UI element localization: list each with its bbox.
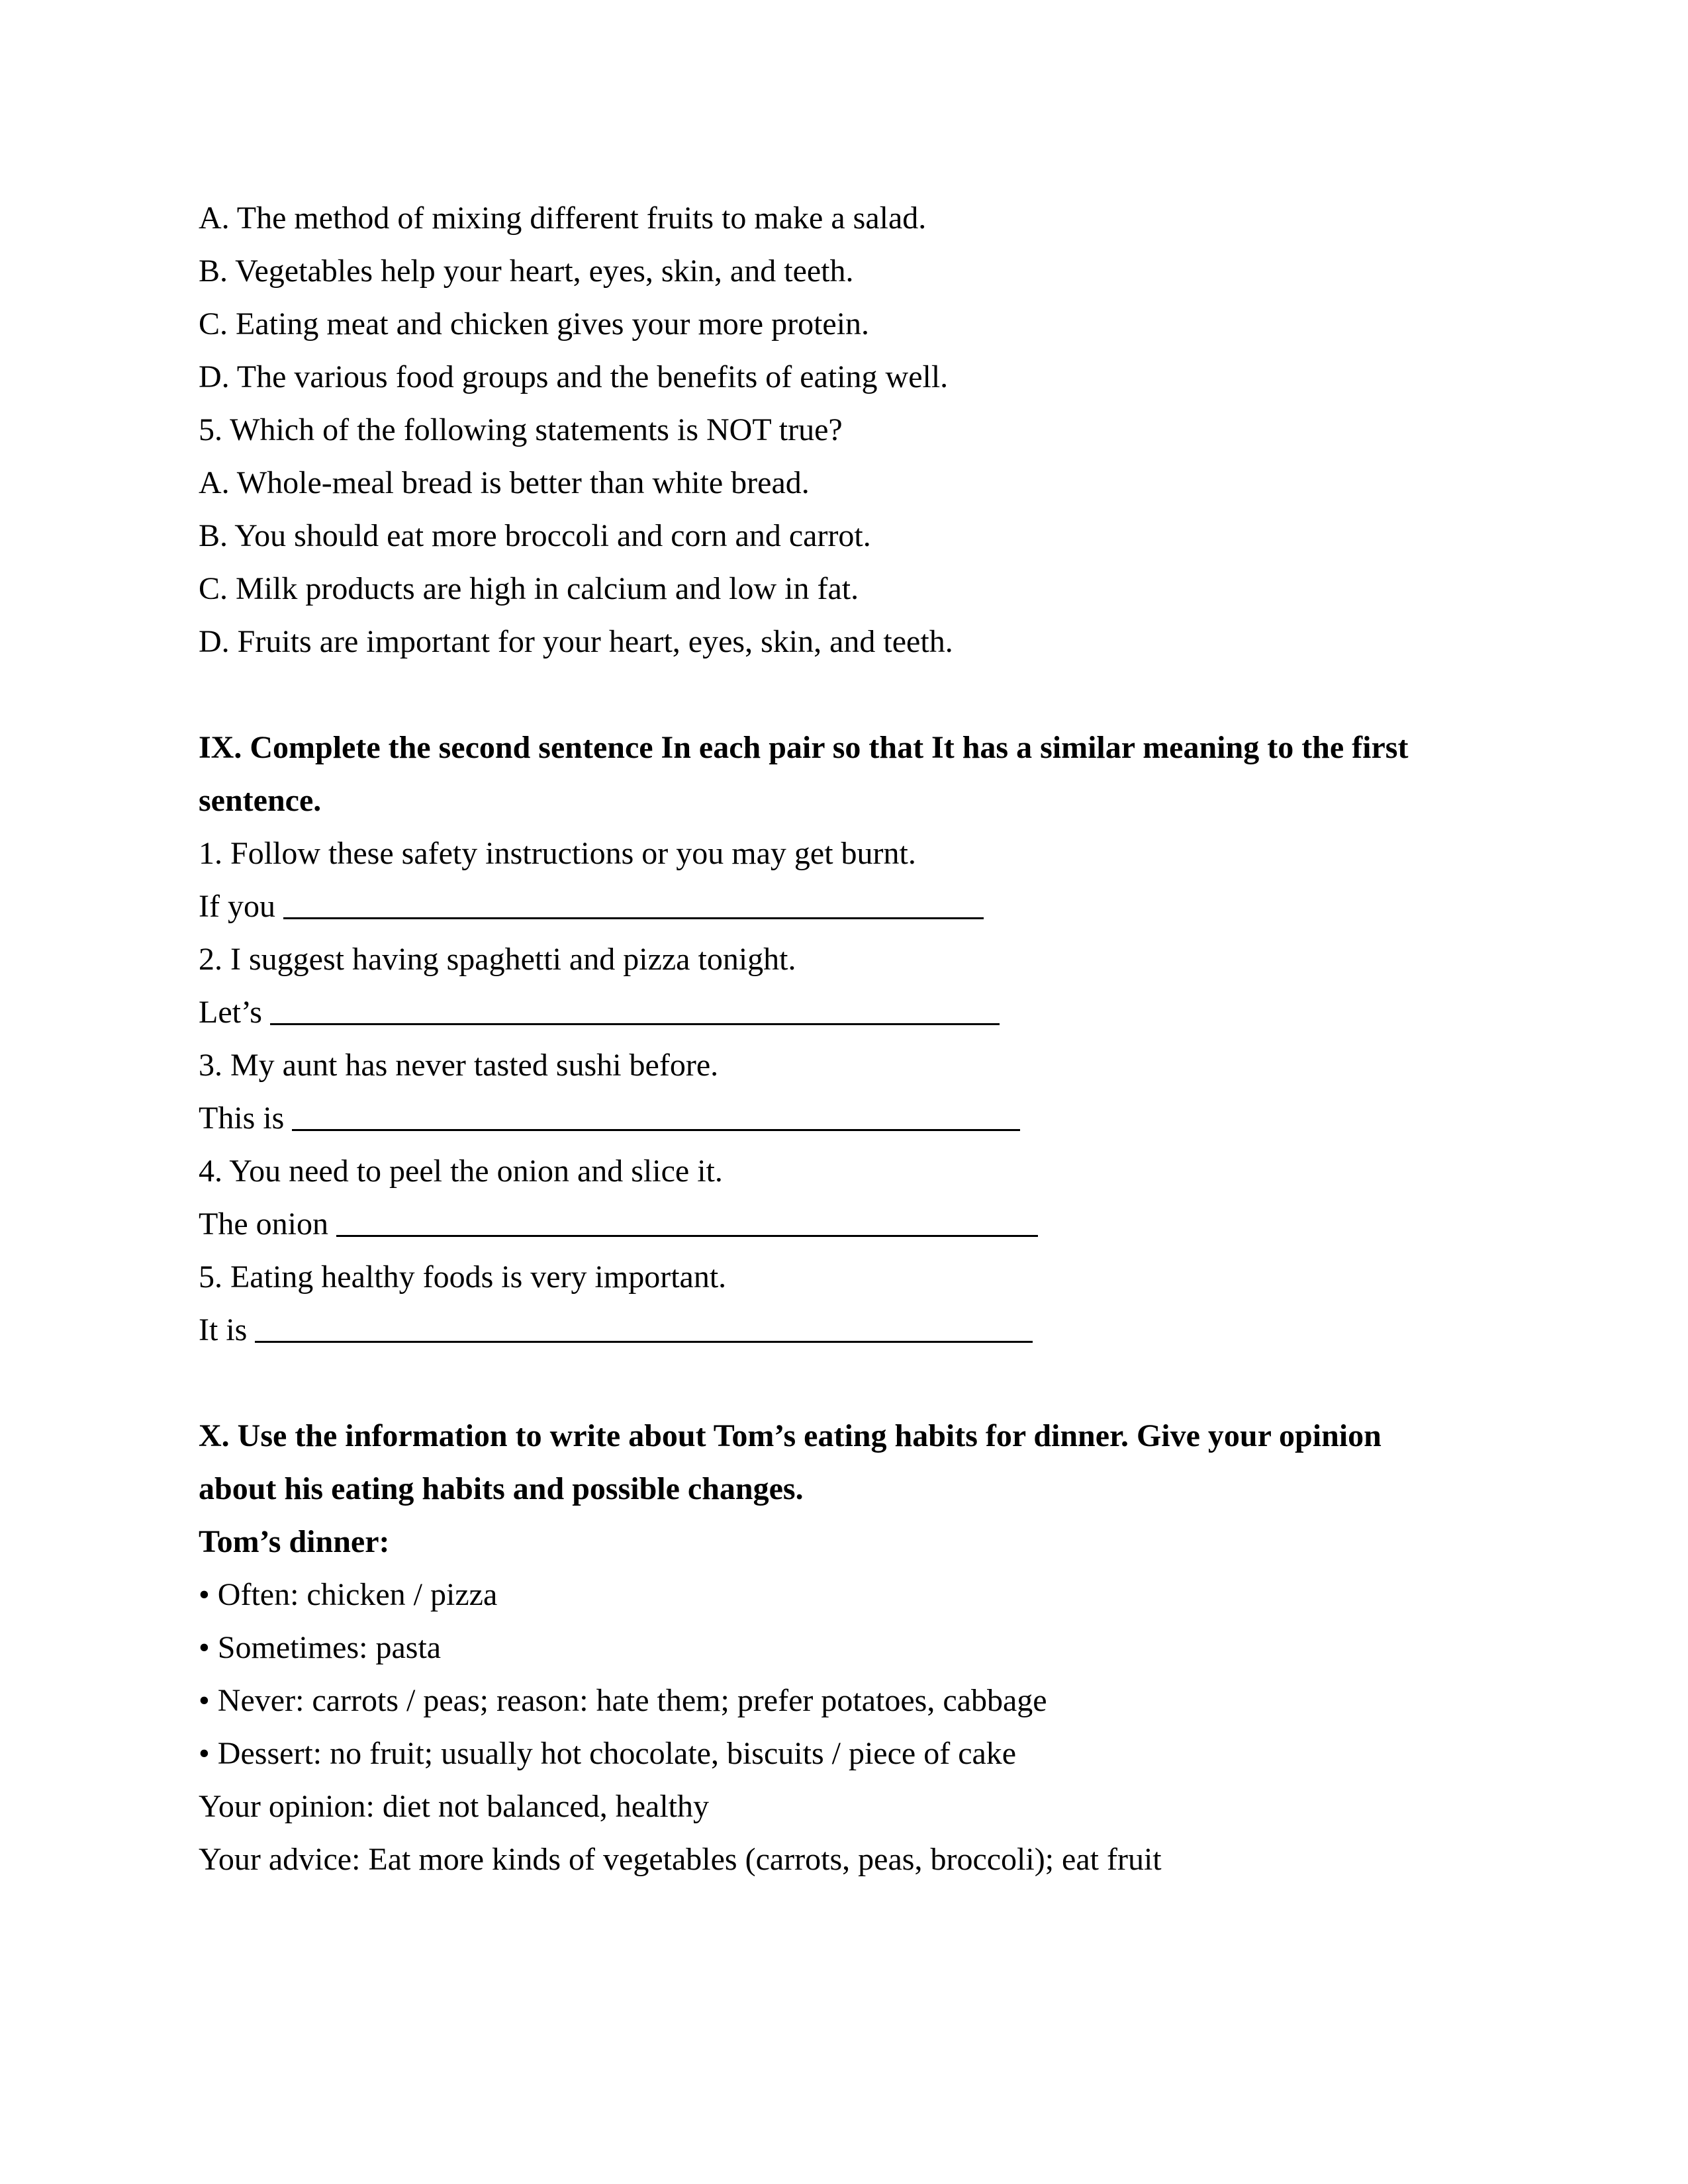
- ix-item-3-sentence: 3. My aunt has never tasted sushi before.: [199, 1048, 719, 1083]
- ix-item-2-sentence: 2. I suggest having spaghetti and pizza tonight.: [199, 942, 796, 977]
- x-bullet-3: • Never: carrots / peas; reason: hate them; prefer potatoes, cabbage: [199, 1683, 1047, 1718]
- ix-item-5-answer-blank[interactable]: [255, 1309, 1033, 1343]
- ix-item-5-answer-row: [199, 1304, 1496, 1357]
- ix-item-4-answer-row: [199, 1198, 1496, 1251]
- ix-item-2-answer-blank[interactable]: [270, 991, 1000, 1025]
- q5-option-a: A. Whole-meal bread is better than white bread.: [199, 465, 810, 500]
- ix-item-3-answer-row: [199, 1092, 1496, 1145]
- ix-item-1-sentence: 1. Follow these safety instructions or you may get burnt.: [199, 836, 916, 871]
- x-bullet-1: • Often: chicken / pizza: [199, 1577, 498, 1612]
- ix-item-2-prompt: Let’s: [199, 995, 262, 1030]
- x-bullet-2: • Sometimes: pasta: [199, 1630, 442, 1665]
- section-ix-heading-2: sentence.: [199, 783, 322, 818]
- section-x-heading-2: about his eating habits and possible changes.: [199, 1471, 804, 1506]
- worksheet-page: [199, 192, 1496, 1886]
- ix-item-4-sentence: 4. You need to peel the onion and slice it.: [199, 1154, 723, 1189]
- ix-item-4-answer-blank[interactable]: [336, 1203, 1038, 1237]
- ix-item-1-answer-row: [199, 880, 1496, 933]
- x-bullet-4: • Dessert: no fruit; usually hot chocolate, biscuits / piece of cake: [199, 1736, 1017, 1771]
- section-spacer: [199, 1357, 1496, 1410]
- ix-item-4-prompt: The onion: [199, 1206, 328, 1242]
- q4-option-a: A. The method of mixing different fruits to make a salad.: [199, 201, 927, 236]
- x-opinion: Your opinion: diet not balanced, healthy: [199, 1789, 709, 1824]
- q5-question: 5. Which of the following statements is NOT true?: [199, 412, 843, 447]
- q5-option-b: B. You should eat more broccoli and corn and carrot.: [199, 518, 871, 553]
- q4-option-b: B. Vegetables help your heart, eyes, skin, and teeth.: [199, 253, 854, 289]
- q4-option-c: C. Eating meat and chicken gives your more protein.: [199, 306, 870, 341]
- ix-item-1-answer-blank[interactable]: [283, 886, 984, 919]
- q5-option-d: D. Fruits are important for your heart, eyes, skin, and teeth.: [199, 624, 953, 659]
- section-x-heading-1: X. Use the information to write about Tom’s eating habits for dinner. Give your opinion: [199, 1418, 1382, 1453]
- ix-item-3-answer-blank[interactable]: [292, 1097, 1020, 1131]
- section-spacer: [199, 668, 1496, 721]
- ix-item-5-sentence: 5. Eating healthy foods is very important.: [199, 1259, 727, 1295]
- ix-item-3-prompt: This is: [199, 1101, 285, 1136]
- ix-item-1-prompt: If you: [199, 889, 275, 924]
- ix-item-5-prompt: It is: [199, 1312, 248, 1347]
- section-x-subheading: Tom’s dinner:: [199, 1524, 390, 1559]
- ix-item-2-answer-row: [199, 986, 1496, 1039]
- q4-option-d: D. The various food groups and the benefits of eating well.: [199, 359, 949, 394]
- section-ix-heading-1: IX. Complete the second sentence In each pair so that It has a similar meaning to the first: [199, 730, 1409, 765]
- x-advice: Your advice: Eat more kinds of vegetables (carrots, peas, broccoli); eat fruit: [199, 1842, 1162, 1877]
- q5-option-c: C. Milk products are high in calcium and low in fat.: [199, 571, 859, 606]
